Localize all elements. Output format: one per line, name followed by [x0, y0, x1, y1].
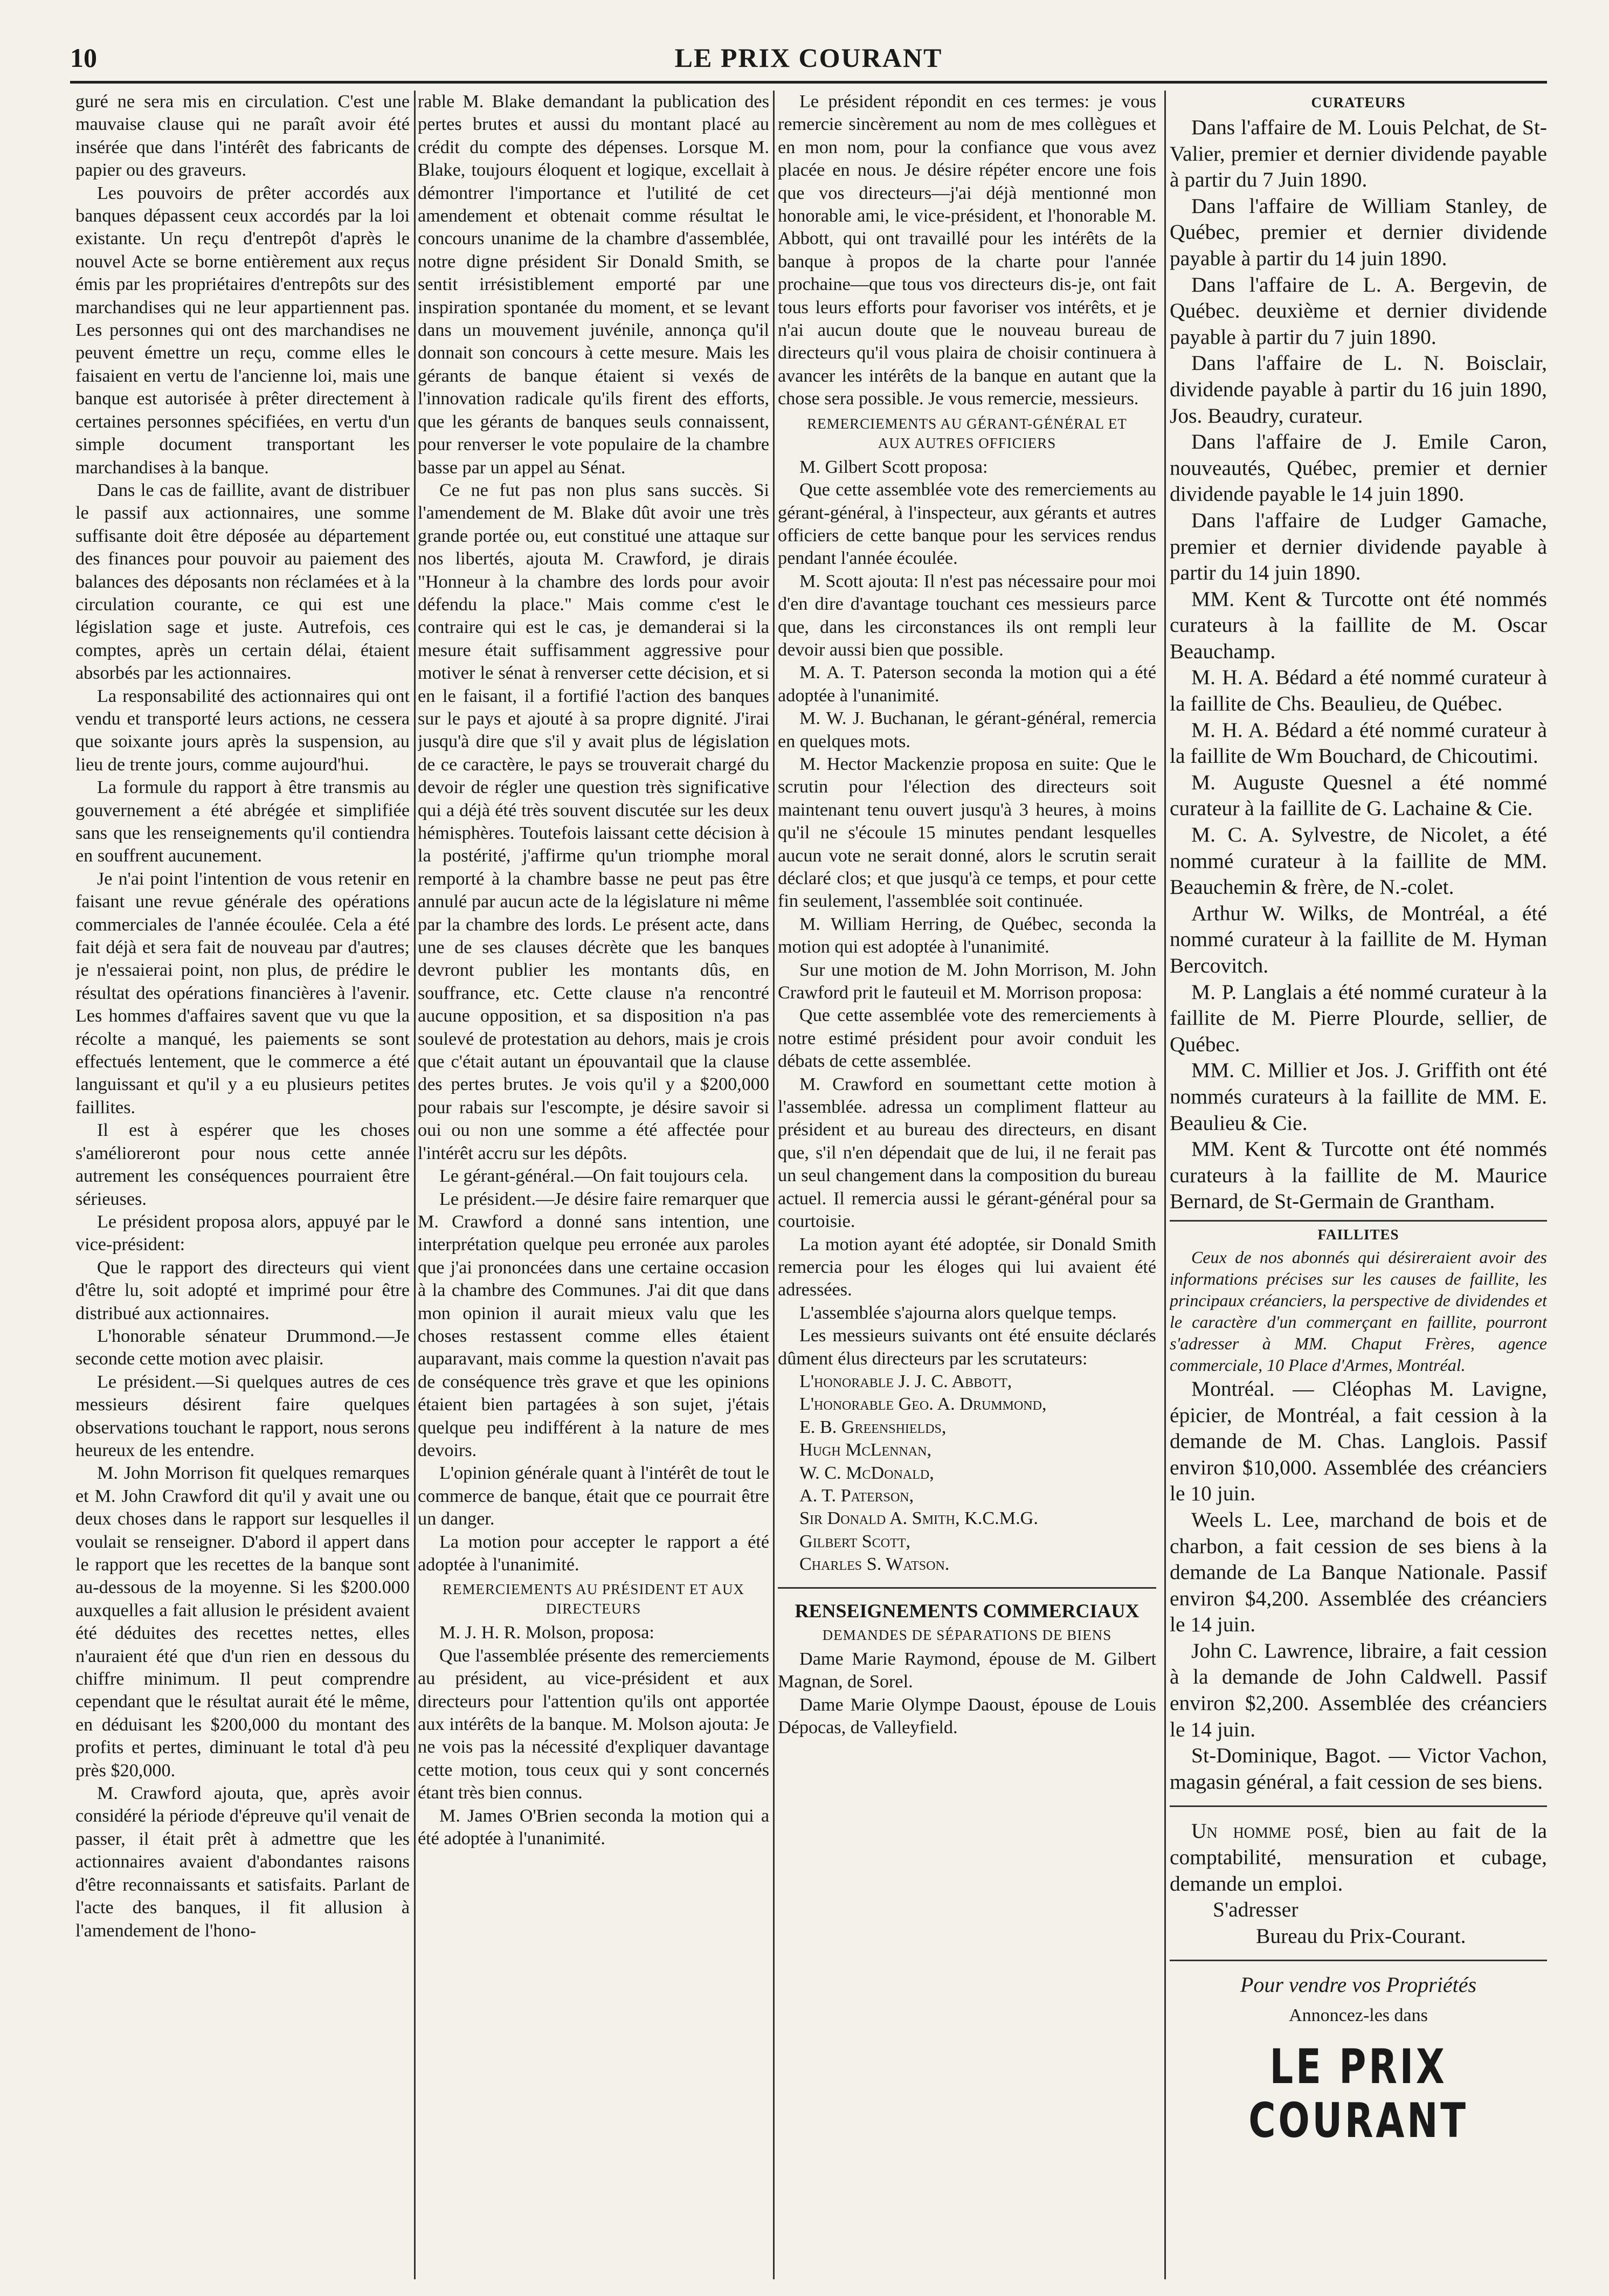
- paragraph: M. Gilbert Scott proposa:: [799, 457, 988, 477]
- paragraph: Ceux de nos abonnés qui désireraient avoir des informations précises sur les causes de faillite, les principaux créanciers, la perspective de dividendes et le caractère d'un commerçant en faillite, pourront s'adresser à MM. Chaput Frères, agence commerciale, 10 Place d'Armes, Montréal.: [1170, 1247, 1547, 1375]
- paragraph: Dans l'affaire de L. A. Bergevin, de Québec. deuxième et dernier dividende payable à partir du 7 juin 1890.: [1170, 272, 1547, 349]
- column-3: [778, 91, 1156, 2279]
- paragraph: Je n'ai point l'intention de vous retenir en faisant une revue générale des opérations commerciales de l'année écoulée. Cela a été fait déjà et sera fait de nouveau par d'autres; je n'essaierai point, non plus, de prédire le résultat des opérations financières à l'avenir. Les hommes d'affaires savent que vu que la récolte a manqué, les paiements se sont effectués lentement, que le commerce a été languissant et qu'il y a eu plusieurs petites faillites.: [75, 868, 410, 1118]
- paragraph: Dans le cas de faillite, avant de distribuer le passif aux actionnaires, une somme suffisante doit être déposée au département des finances pour pouvoir au paiement des balances des déposants non réclamées et à la circulation courante, ce qui est une législation sage et juste. Autrefois, ces comptes, après un certain délai, étaient absorbés par les actionnaires.: [75, 480, 410, 684]
- paragraph: M. John Morrison fit quelques remarques et M. John Crawford dit qu'il y avait une ou deux choses dans le rapport sur lesquelles il voulait se renseigner. D'abord il appert dans le rapport que les recettes de la banque sont au-dessous de la moyenne. Si les $200.000 auxquelles a fait allusion le président avaient été déduites des recettes nettes, elles n'auraient été que d'un rien en dessous du chiffre minimum. Il peut comprendre cependant que le résultat aurait été le même, en déduisant les $200,000 du montant des profits et pertes, diminuant le total d'à peu près $20,000.: [75, 1463, 410, 1781]
- paragraph: Le président.—Je désire faire remarquer que M. Crawford a donné sans intention, une interprétation quelque peu erronée aux paroles que j'ai prononcées dans une certaine occasion à la chambre des Communes. J'ai dit que dans mon opinion il aurait mieux valu que les choses restassent comme elles étaient auparavant, mais comme la question n'avait pas de conséquence très grave et que les opinions étaient bien partagées à son sujet, j'étais quelque peu indifférent à la nature de mes devoirs.: [418, 1189, 769, 1460]
- paragraph: Dame Marie Olympe Daoust, épouse de Louis Dépocas, de Valleyfield.: [778, 1694, 1156, 1738]
- column-divider: [414, 91, 416, 2279]
- list-item: E. B. Greenshields,: [799, 1417, 947, 1437]
- paragraph: Le président répondit en ces termes: je vous remercie sincèrement au nom de mes collègues et en mon nom, pour la confiance que vous avez placée en nous. Je désire répéter encore une fois que vos directeurs—j'ai déjà mentionné mon honorable ami, le vice-président, et l'honorable M. Abbott, qui ont travaillé pour les intérêts de la banque à propos de la charte pour l'année prochaine—que tous vos directeurs dis-je, ont fait tous leurs efforts pour favoriser vos intérêts, et je n'ai aucun doute que le nouveau bureau de directeurs qu'il vous plaira de choisir continuera à avancer les intérêts de la banque en autant que la chose sera possible. Je vous remercie, messieurs.: [778, 92, 1156, 409]
- paragraph: Arthur W. Wilks, de Montréal, a été nommé curateur à la faillite de M. Hyman Bercovitch.: [1170, 901, 1547, 977]
- paragraph: M. William Herring, de Québec, seconda la motion qui est adoptée à l'unanimité.: [778, 914, 1156, 957]
- paragraph: Le président.—Si quelques autres de ces messieurs désirent faire quelques observations touchant le rapport, nous serons heureux de les entendre.: [75, 1371, 410, 1460]
- paragraph: Dans l'affaire de J. Emile Caron, nouveautés, Québec, premier et dernier dividende payable le 14 juin 1890.: [1170, 430, 1547, 506]
- paragraph: M. P. Langlais a été nommé curateur à la faillite de M. Pierre Plourde, sellier, de Québec.: [1170, 980, 1547, 1056]
- list-item: A. T. Paterson,: [799, 1485, 914, 1506]
- paragraph: M. Scott ajouta: Il n'est pas nécessaire pour moi d'en dire d'avantage touchant ces messieurs parce que, dans les circonstances ils ont rempli leur devoir aussi bien que possible.: [778, 571, 1156, 660]
- paragraph: M. Crawford en soumettant cette motion à l'assemblée. adressa un compliment flatteur au président et au bureau des directeurs, en disant que, s'il n'en dépendait que de lui, il ne ferait pas un seul changement dans la composition du bureau actuel. Il remercia aussi le gérant-général pour sa courtoisie.: [778, 1074, 1156, 1232]
- subsection-title: DEMANDES DE SÉPARATIONS DE BIENS: [822, 1627, 1112, 1643]
- paragraph: MM. C. Millier et Jos. J. Griffith ont été nommés curateurs à la faillite de MM. E. Beaulieu & Cie.: [1170, 1058, 1547, 1135]
- paragraph: Montréal. — Cléophas M. Lavigne, épicier, de Montréal, a fait cession à la demande de M. Chas. Langlois. Passif environ $10,000. Assemblée des créanciers le 10 juin.: [1170, 1376, 1547, 1506]
- paragraph: M. Auguste Quesnel a été nommé curateur à la faillite de G. Lachaine & Cie.: [1170, 770, 1547, 821]
- page-number: 10: [70, 43, 97, 73]
- paragraph: La formule du rapport à être transmis au gouvernement a été abrégée et simplifiée sans que les renseignements qu'il contiendra en souffrent aucunement.: [75, 777, 410, 866]
- paragraph: Les pouvoirs de prêter accordés aux banques dépassent ceux accordés par la loi existante. Un reçu d'entrepôt d'après le nouvel Acte se borne entièrement aux reçus émis par les propriétaires d'entrepôts sur des marchandises qui ne leur appartiennent pas. Les personnes qui ont des marchandises ne peuvent émettre un reçu, comme elles le faisaient en vertu de l'ancienne loi, mais une banque est autorisée à prêter directement à certaines personnes spécifiées, en vertu d'un simple document transportant les marchandises à la banque.: [75, 183, 410, 478]
- paragraph: MM. Kent & Turcotte ont été nommés curateurs à la faillite de M. Oscar Beauchamp.: [1170, 587, 1547, 663]
- paragraph: M. C. A. Sylvestre, de Nicolet, a été nommé curateur à la faillite de MM. Beauchemin & frère, de N.-colet.: [1170, 823, 1547, 899]
- paragraph: La responsabilité des actionnaires qui ont vendu et transporté leurs actions, ne cessera que soixante jours après la suspension, au lieu de trente jours, comme aujourd'hui.: [75, 686, 410, 775]
- paragraph: Que le rapport des directeurs qui vient d'être lu, soit adopté et imprimé pour être distribué aux actionnaires.: [75, 1257, 410, 1323]
- paragraph: La motion pour accepter le rapport a été adoptée à l'unanimité.: [418, 1532, 769, 1575]
- paragraph: M. W. J. Buchanan, le gérant-général, remercia en quelques mots.: [778, 708, 1156, 751]
- paragraph: Il est à espérer que les choses s'amélioreront pour nous cette année autrement les conséquences pourraient être sérieuses.: [75, 1120, 410, 1209]
- column-divider: [1164, 91, 1166, 2279]
- list-item: Sir Donald A. Smith, K.C.M.G.: [799, 1508, 1038, 1529]
- section-title: FAILLITES: [1170, 1220, 1547, 1244]
- newspaper-title: LE PRIX COURANT: [674, 43, 943, 73]
- paragraph: Ce ne fut pas non plus sans succès. Si l'amendement de M. Blake dût avoir une très grande portée ou, eut constitué une attaque sur nos libertés, ajouta M. Crawford, je dirais "Honneur à la chambre des lords pour avoir défendu la place." Mais comme c'est le contraire qui est le cas, je demanderai si la mesure était suffisamment aggressive pour motiver le sénat à renverser cette décision, et si en le faisant, il a fortifié l'action des banques sur le pays et ajouté à sa propre dignité. J'irai jusqu'à dire que s'il y avait plus de législation de ce caractère, le pays se trouverait chargé du devoir de régler une question très significative qui a déjà été très souvent discutée sur les deux hémisphères. Toutefois laissant cette décision à la postérité, j'affirme qu'un triomphe moral remporté à la chambre basse ne peut pas être annulé par aucun acte de la législature ni même par la chambre des lords. Le présent acte, dans une de ses clauses décrète que les banques devront publier les montants dûs, en souffrance, etc. Cette clause n'a rencontré aucune opposition, et sa disposition n'a pas soulevé de protestation au dehors, mais je crois que c'était autant un épouvantail que la clause des pertes brutes. Je vois qu'il y a $200,000 pour rabais sur l'escompte, je désire savoir si oui ou non une somme a été affectée pour l'intérêt accru sur les dépôts.: [418, 480, 769, 1163]
- paragraph: Le gérant-général.—On fait toujours cela.: [439, 1166, 749, 1187]
- directors-list: [778, 1370, 1156, 1576]
- paragraph: Que l'assemblée présente des remerciements au président, au vice-président et aux directeurs pour l'attention qu'ils ont apportée aux intérêts de la banque. M. Molson ajouta: Je ne vois pas la nécessité d'expliquer davantage cette motion, tous ceux qui y sont concernés étant très bien connus.: [418, 1645, 769, 1803]
- paragraph: M. H. A. Bédard a été nommé curateur à la faillite de Wm Bouchard, de Chicoutimi.: [1170, 718, 1547, 768]
- ad-address-line: S'adresser: [1213, 1898, 1299, 1922]
- section-title: CURATEURS: [1311, 94, 1406, 111]
- ad-address-line: Bureau du Prix-Courant.: [1256, 1923, 1466, 1948]
- promo-line: Pour vendre vos Propriétés: [1240, 1973, 1477, 1997]
- promo-line: Annoncez-les dans: [1289, 2005, 1428, 2025]
- paragraph: M. Hector Mackenzie proposa en suite: Que le scrutin pour l'élection des directeurs soit maintenant tenu ouvert jusqu'à 3 heures, à moins qu'il ne s'écoule 15 minutes pendant lesquelles aucun vote ne serait donné, alors le scrutin serait déclaré clos; et que jusqu'à ce temps, et pour cette fin seulement, l'assemblée soit continuée.: [778, 754, 1156, 912]
- paragraph: Que cette assemblée vote des remerciements au gérant-général, à l'inspecteur, aux gérants et autres officiers de cette banque pour les services rendus pendant l'année écoulée.: [778, 480, 1156, 569]
- list-item: Hugh McLennan,: [799, 1440, 932, 1460]
- section-divider: [1170, 1805, 1547, 1807]
- column-2: [418, 91, 769, 2279]
- section-heading: REMERCIEMENTS AU PRÉSIDENT ET AUX DIRECTEURS: [442, 1581, 745, 1617]
- paragraph: L'assemblée s'ajourna alors quelque temps.: [799, 1302, 1117, 1323]
- paragraph: Weels L. Lee, marchand de bois et de charbon, a fait cession de ses biens à la demande de La Banque Nationale. Passif environ $4,200. Assemblée des créanciers le 14 juin.: [1170, 1507, 1547, 1637]
- paragraph: L'honorable sénateur Drummond.—Je seconde cette motion avec plaisir.: [75, 1326, 410, 1369]
- section-title: RENSEIGNEMENTS COMMERCIAUX: [795, 1599, 1140, 1622]
- paragraph: Sur une motion de M. John Morrison, M. John Crawford prit le fauteuil et M. Morrison proposa:: [778, 960, 1156, 1003]
- paragraph: guré ne sera mis en circulation. C'est une mauvaise clause qui ne paraît avoir été insérée que dans l'intérêt des fabricants de papier ou des graveurs.: [75, 92, 410, 181]
- list-item: L'honorable Geo. A. Drummond,: [799, 1394, 1047, 1415]
- list-item: L'honorable J. J. C. Abbott,: [799, 1371, 1012, 1391]
- classified-ad: Un homme posé, bien au fait de la comptabilité, mensuration et cubage, demande un emploi.: [1170, 1819, 1547, 1895]
- promo-brand: LE PRIX COURANT: [1248, 2038, 1468, 2148]
- paragraph: Que cette assemblée vote des remerciements à notre estimé président pour avoir conduit les débats de cette assemblée.: [778, 1005, 1156, 1072]
- paragraph: Dans l'affaire de L. N. Boisclair, dividende payable à partir du 16 juin 1890, Jos. Beaudry, curateur.: [1170, 351, 1547, 428]
- column-divider: [773, 91, 775, 2279]
- paragraph: Dans l'affaire de M. Louis Pelchat, de St-Valier, premier et dernier dividende payable à partir du 7 Juin 1890.: [1170, 115, 1547, 192]
- column-4: [1170, 91, 1547, 2279]
- paragraph: MM. Kent & Turcotte ont été nommés curateurs à la faillite de M. Maurice Bernard, de St-Germain de Grantham.: [1170, 1137, 1547, 1213]
- paragraph: M. J. H. R. Molson, proposa:: [439, 1623, 654, 1643]
- paragraph: M. A. T. Paterson seconda la motion qui a été adoptée à l'unanimité.: [778, 663, 1156, 706]
- masthead: [70, 42, 1547, 80]
- paragraph: rable M. Blake demandant la publication des pertes brutes et aussi du montant placé au crédit du compte des dépenses. Lorsque M. Blake, toujours éloquent et logique, excellait à démontrer l'importance et l'utilité de cet amendement et obtenait comme résultat le concours unanime de la chambre d'assemblée, notre digne président Sir Donald Smith, se sentit irrésistiblement emporté par une inspiration spontanée du moment, et se levant dans un mouvement juvénile, annonça qu'il donnait son concours à cette mesure. Mais les gérants de banque étaient si vexés de l'innovation radicale qu'ils firent des efforts, que les gérants de banques seuls connaissent, pour renverser le vote populaire de la chambre basse par un appel au Sénat.: [418, 92, 769, 478]
- paragraph: Dans l'affaire de Ludger Gamache, premier et dernier dividende payable à partir du 14 juin 1890.: [1170, 508, 1547, 585]
- paragraph: M. H. A. Bédard a été nommé curateur à la faillite de Chs. Beaulieu, de Québec.: [1170, 665, 1547, 716]
- paragraph: L'opinion générale quant à l'intérêt de tout le commerce de banque, était que ce pourrait être un danger.: [418, 1463, 769, 1529]
- paragraph: M. Crawford ajouta, que, après avoir considéré la période d'épreuve qu'il venait de passer, il était prêt à admettre que les actionnaires avaient d'abondantes raisons d'être reconnaissants et satisfaits. Parlant de l'acte des banques, il fit allusion à l'amendement de l'hono-: [75, 1783, 410, 1941]
- section-heading: REMERCIEMENTS AU GÉRANT-GÉNÉRAL ET AUX AUTRES OFFICIERS: [807, 415, 1127, 451]
- column-1: [75, 91, 410, 2279]
- paragraph: Dans l'affaire de William Stanley, de Québec, premier et dernier dividende payable à partir du 14 juin 1890.: [1170, 194, 1547, 270]
- list-item: Charles S. Watson.: [799, 1554, 950, 1575]
- paragraph: La motion ayant été adoptée, sir Donald Smith remercia pour les éloges qui lui avaient été adressées.: [778, 1234, 1156, 1300]
- paragraph: St-Dominique, Bagot. — Victor Vachon, magasin général, a fait cession de ses biens.: [1170, 1743, 1547, 1794]
- header-rule: [70, 81, 1547, 84]
- section-divider: [778, 1587, 1156, 1589]
- paragraph: Le président proposa alors, appuyé par le vice-président:: [75, 1211, 410, 1255]
- paragraph: Dame Marie Raymond, épouse de M. Gilbert Magnan, de Sorel.: [778, 1649, 1156, 1692]
- list-item: W. C. McDonald,: [799, 1463, 934, 1483]
- paragraph: John C. Lawrence, libraire, a fait cession à la demande de John Caldwell. Passif environ $2,200. Assemblée des créanciers le 14 juin.: [1170, 1638, 1547, 1741]
- list-item: Gilbert Scott,: [799, 1531, 911, 1552]
- paragraph: Les messieurs suivants ont été ensuite déclarés dûment élus directeurs par les scrutateurs:: [778, 1326, 1156, 1369]
- section-divider: [1170, 1960, 1547, 1961]
- paragraph: M. James O'Brien seconda la motion qui a été adoptée à l'unanimité.: [418, 1805, 769, 1849]
